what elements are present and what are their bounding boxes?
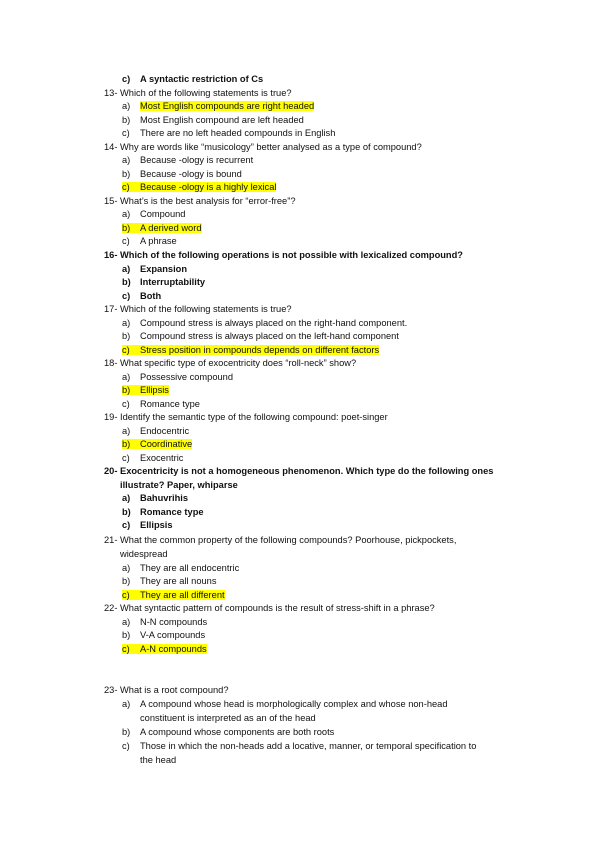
question-20: 20- Exocentricity is not a homogeneous phenomenon. Which type do the following ones (104, 466, 494, 476)
highlighted-answer: Coordinative (140, 439, 193, 449)
question-text: Which of the following statements is true? (120, 88, 292, 98)
option-a: a) Compound stress is always placed on the right-hand component. (122, 318, 408, 328)
option-text: A syntactic restriction of Cs (140, 74, 264, 84)
option-a: a) N-N compounds (122, 617, 208, 627)
highlighted-answer: Stress position in compounds depends on different factors (140, 345, 380, 355)
question-13 (104, 87, 292, 99)
question-text: Which of the following operations is not possible with lexicalized compound? (120, 250, 463, 260)
question-text: Why are words like “musicology” better analysed as a type of compound? (120, 142, 422, 152)
option-c: c) Romance type (122, 399, 200, 409)
option-c: c) Ellipsis (122, 520, 173, 530)
option-b: b) Romance type (122, 507, 204, 517)
option-b: b) A derived word (122, 223, 202, 233)
question-15: 15- What’s is the best analysis for “error-free”? (104, 196, 296, 206)
option-c: c) Stress position in compounds depends on different factors (122, 345, 380, 355)
option-b: b) Most English compound are left headed (122, 115, 304, 125)
highlighted-answer: Ellipsis (140, 385, 169, 395)
option-c: c) A phrase (122, 236, 177, 246)
question-21: 21- What the common property of the following compounds? Poorhouse, pickpockets, (104, 535, 457, 545)
option-b: b) Because -ology is bound (122, 169, 242, 179)
question-text: Identify the semantic type of the following compound: poet-singer (120, 412, 388, 422)
question-19: 19- Identify the semantic type of the following compound: poet-singer (104, 412, 388, 422)
question-text: What syntactic pattern of compounds is the result of stress-shift in a phrase? (120, 603, 435, 613)
option-letter: c) (122, 74, 131, 84)
highlighted-answer: Because -ology is a highly lexical (140, 182, 277, 192)
question-text: What the common property of the following compounds? Poorhouse, pickpockets, (120, 535, 457, 545)
option-c: c) They are all different (122, 590, 225, 600)
option-a: a) A compound whose head is morphologically complex and whose non-head (122, 699, 448, 709)
option-a: a) Most English compounds are right headed (122, 101, 315, 111)
option-b: b) Compound stress is always placed on the left-hand component (122, 331, 399, 341)
question-14: 14- Why are words like “musicology” better analysed as a type of compound? (104, 142, 422, 152)
option-c: c) Those in which the non-heads add a locative, manner, or temporal specification to (122, 741, 477, 751)
option-c: c) Because -ology is a highly lexical (122, 182, 277, 192)
question-text: What is a root compound? (120, 685, 229, 695)
option-a-continued: constituent is interpreted as an of the head (140, 713, 316, 723)
option-b: b) V-A compounds (122, 630, 206, 640)
question-16: 16- Which of the following operations is not possible with lexicalized compound? (104, 250, 463, 260)
question-18: 18- What specific type of exocentricity does “roll-neck” show? (104, 358, 357, 368)
highlighted-answer: A-N compounds (140, 644, 207, 654)
option-a: a) Bahuvrihis (122, 493, 189, 503)
question-text: Which of the following statements is true? (120, 304, 292, 314)
option-b: b) Coordinative (122, 439, 193, 449)
question-17: 17- Which of the following statements is true? (104, 304, 292, 314)
question-text-continued: illustrate? Paper, whiparse (120, 480, 238, 490)
question-text: Exocentricity is not a homogeneous phenomenon. Which type do the following ones (120, 466, 494, 476)
option-a: a) Compound (122, 209, 186, 219)
option-c: c) There are no left headed compounds in English (122, 128, 336, 138)
option-c (122, 73, 263, 85)
question-number: 13- (104, 88, 118, 98)
question-text-continued: widespread (120, 549, 168, 559)
option-a: a) Endocentric (122, 426, 190, 436)
option-c: c) A-N compounds (122, 644, 207, 654)
option-a: a) Because -ology is recurrent (122, 155, 254, 165)
highlighted-answer: Most English compounds are right headed (140, 101, 315, 111)
option-c: c) Exocentric (122, 453, 184, 463)
option-b: b) A compound whose components are both roots (122, 727, 335, 737)
question-22: 22- What syntactic pattern of compounds is the result of stress-shift in a phrase? (104, 603, 435, 613)
option-c-continued: the head (140, 755, 177, 765)
option-a: a) Possessive compound (122, 372, 234, 382)
option-b: b) Interruptability (122, 277, 206, 287)
highlighted-answer: They are all different (140, 590, 225, 600)
option-a: a) Expansion (122, 264, 188, 274)
option-a: a) They are all endocentric (122, 563, 240, 573)
question-text: What’s is the best analysis for “error-free”? (120, 196, 296, 206)
question-text: What specific type of exocentricity does “roll-neck” show? (120, 358, 357, 368)
option-b: b) They are all nouns (122, 576, 217, 586)
highlighted-answer: A derived word (140, 223, 202, 233)
option-b: b) Ellipsis (122, 385, 169, 395)
question-23: 23- What is a root compound? (104, 685, 229, 695)
option-c: c) Both (122, 291, 162, 301)
